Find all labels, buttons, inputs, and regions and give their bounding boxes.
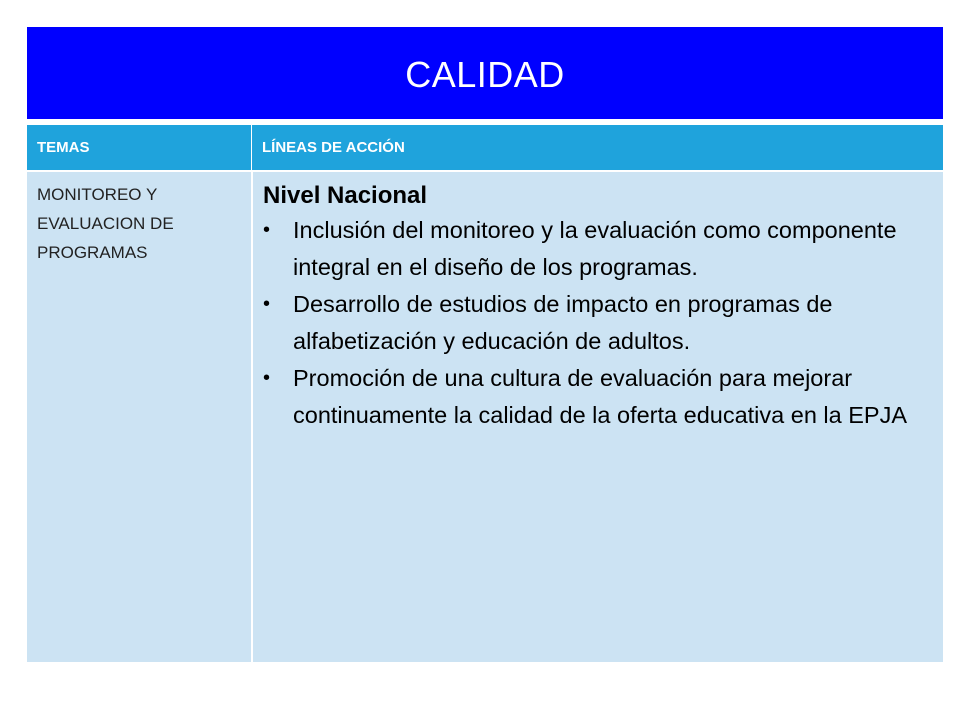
bullet-icon: • bbox=[263, 367, 271, 389]
slide-title: CALIDAD bbox=[405, 54, 565, 95]
body-divider bbox=[251, 172, 253, 662]
content-table bbox=[27, 125, 943, 662]
bullet-text: Inclusión del monitoreo y la evaluación como componente integral en el diseño de los programas. bbox=[293, 217, 897, 280]
tema-cell: MONITOREO Y EVALUACION DE PROGRAMAS bbox=[37, 185, 174, 262]
header-lineas-de-accion: LÍNEAS DE ACCIÓN bbox=[262, 139, 405, 156]
bullet-text: Promoción de una cultura de evaluación para mejorar continuamente la calidad de la oferta educativa en la EPJA bbox=[293, 365, 908, 428]
table-header-row bbox=[27, 125, 943, 170]
bullet-icon: • bbox=[263, 293, 271, 315]
bullet-icon: • bbox=[263, 219, 271, 241]
section-heading: Nivel Nacional bbox=[263, 182, 428, 209]
list-item bbox=[263, 360, 933, 434]
lineas-cell bbox=[263, 180, 933, 434]
table-row bbox=[27, 172, 943, 662]
list-item bbox=[263, 212, 933, 286]
header-temas: TEMAS bbox=[37, 139, 90, 156]
bullet-list bbox=[263, 212, 933, 434]
title-bar bbox=[27, 27, 943, 119]
list-item bbox=[263, 286, 933, 360]
header-divider bbox=[251, 125, 252, 170]
bullet-text: Desarrollo de estudios de impacto en programas de alfabetización y educación de adultos. bbox=[293, 291, 833, 354]
